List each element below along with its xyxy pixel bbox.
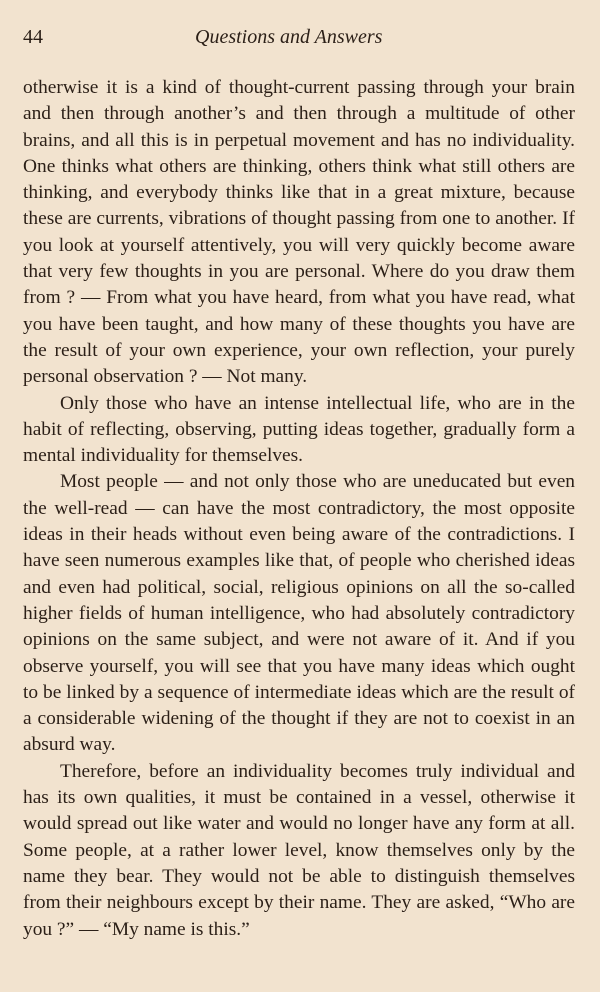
paragraph: otherwise it is a kind of thought-current passing through your brain and then through another’s and then through a multitude of other brains, and all this is in perpetual movement and has no individuality. One thinks what others are thinking, others think what still others are thinking, and everybody thinks like that in a great mixture, because these are currents, vibrations of thought passing from one to another. If you look at yourself attentively, you will very quickly become aware that very few thoughts in you are personal. Where do you draw them from ? — From what you have heard, from what you have read, what you have been taught, and how many of these thoughts you have are the result of your own experience, your own reflection, your purely personal observation ? — Not many. xyxy=(23,77,575,388)
paragraph: Most people — and not only those who are uneducated but even the well-read — can have the most contradictory, the most opposite ideas in their heads without even being aware of the contradictions. I have seen numerous examples like that, of people who cherished ideas and even had political, social, religious opinions on all the so-called higher fields of human intelligence, who had absolutely contradictory opinions on the same subject, and were not aware of it. And if you observe yourself, you will see that you have many ideas which ought to be linked by a sequence of intermediate ideas which are the result of a considerable widening of the thought if they are not to coexist in an absurd way. xyxy=(23,471,575,756)
paragraph: Therefore, before an individuality becomes truly individual and has its own qualities, it must be contained in a vessel, otherwise it would spread out like water and would no longer have any form at all. Some people, at a rather lower level, know themselves only by the name they bear. They would not be able to distinguish themselves from their neighbours except by their name. They are asked, “Who are you ?” — “My name is this.” xyxy=(23,760,575,940)
page-number: 44 xyxy=(23,26,43,48)
body-text xyxy=(23,75,575,943)
running-title: Questions and Answers xyxy=(195,26,383,48)
paragraph: Only those who have an intense intellectual life, who are in the habit of reflecting, observing, putting ideas together, gradually form a mental individuality for themselves. xyxy=(23,392,575,467)
page-header xyxy=(23,26,576,54)
